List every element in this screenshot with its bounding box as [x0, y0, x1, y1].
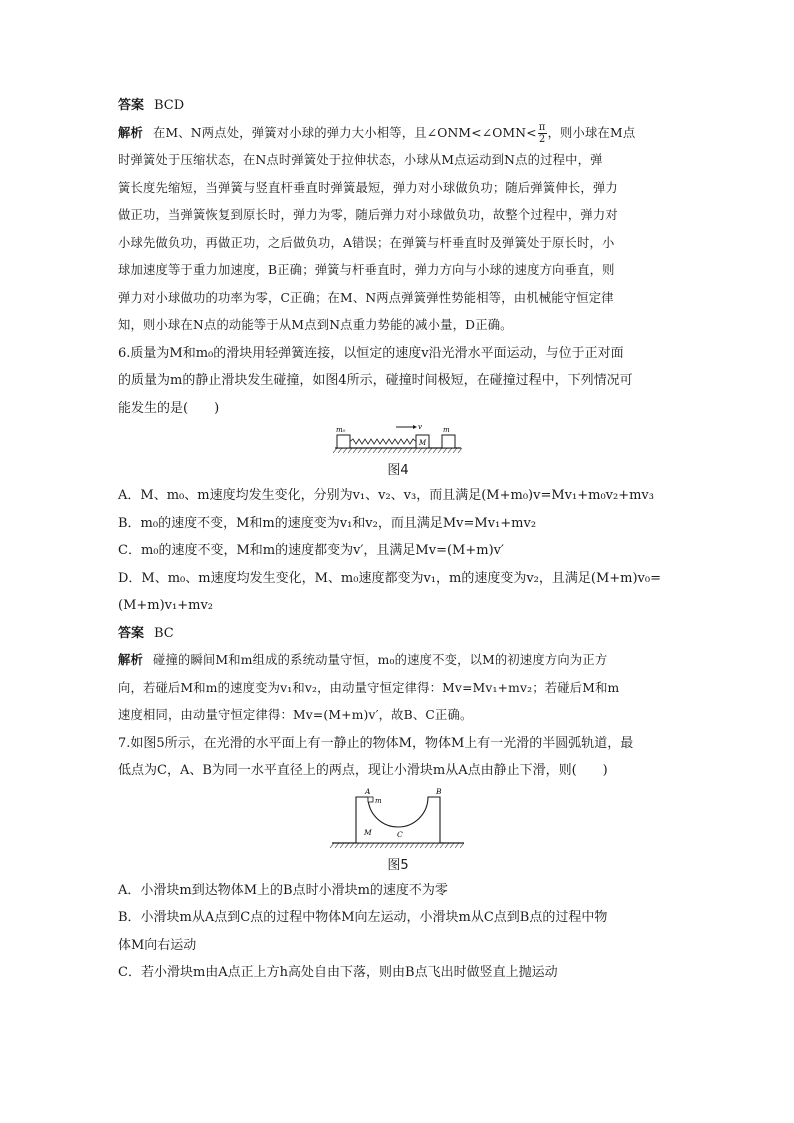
spring-blocks-diagram [333, 422, 463, 456]
fraction: $\frac{\pi}{2}$ [538, 121, 546, 145]
label-M: M [419, 439, 427, 447]
explanation-label: 解析 [118, 653, 143, 667]
q6-option-c: C．m₀的速度不变，M和m的速度都变为v′，且满足Mv=(M+m)v′ [118, 543, 504, 558]
q5-explanation-line: 时弹簧处于压缩状态，在N点时弹簧处于拉伸状态，小球从M点运动到N点的过程中，弹 [118, 153, 603, 167]
q5-explanation-line: 小球先做负功，再做正功，之后做负功，A错误；在弹簧与杆垂直时及弹簧处于原长时，小 [118, 235, 615, 250]
label-C: C [397, 829, 403, 839]
q6-option-d: D．M、m₀、m速度均发生变化，M、m₀速度都变为v₁，m的速度变为v₂，且满足(M+m)v₀= [118, 570, 662, 586]
q7-stem-line: 7.如图5所示，在光滑的水平面上有一静止的物体M，物体M上有一光滑的半圆弧轨道，最 [118, 735, 634, 751]
q5-answer [118, 92, 678, 120]
label-m: m [443, 426, 450, 434]
q6-option-d-cont: (M+m)v₁+mv₂ [118, 598, 214, 613]
q6-stem-line: 能发生的是( ) [118, 400, 220, 416]
q7-stem-line: 低点为C，A、B为同一水平直径上的两点，现让小滑块m从A点由静止下滑，则( ) [118, 763, 608, 778]
q6-stem-line: 的质量为m的静止滑块发生碰撞，如图4所示，碰撞时间极短，在碰撞过程中，下列情况可 [118, 373, 633, 388]
q7-option-a: A．小滑块m到达物体M上的B点时小滑块m的速度不为零 [118, 882, 448, 898]
q6-explanation-line: 速度相同，由动量守恒定律得：Mv=(M+m)v′，故B、C正确。 [118, 708, 473, 722]
label-A: A [365, 786, 371, 796]
semicircle-track-diagram [328, 785, 468, 851]
q6-explanation-line: 解析 碰撞的瞬间M和m组成的系统动量守恒，m₀的速度不变，以M的初速度方向为正方 [118, 653, 608, 667]
label-v: v [418, 423, 422, 431]
exam-page [118, 92, 678, 987]
label-m0: m₀ [336, 426, 346, 434]
figure-4 [118, 422, 678, 460]
label-M: M [364, 827, 372, 837]
block-m [442, 435, 455, 448]
q7-option-b: B．小滑块m从A点到C点的过程中物体M向左运动，小滑块m从C点到B点的过程中物 [118, 910, 608, 925]
figure-5-caption: 图5 [387, 857, 409, 873]
spring [350, 439, 416, 444]
q5-explanation-line: 知，则小球在N点的动能等于从M点到N点重力势能的减小量，D正确。 [118, 318, 513, 332]
q6-answer [118, 620, 678, 648]
q7-option-c: C．若小滑块m由A点正上方h高处自由下落，则由B点飞出时做竖直上抛运动 [118, 965, 558, 980]
q6-option-a: A．M、m₀、m速度均发生变化，分别为v₁、v₂、v₃，而且满足(M+m₀)v=Mv₁+m₀v₂+mv₃ [118, 488, 654, 503]
q5-explanation-line: 解析 在M、N两点处，弹簧对小球的弹力大小相等，且∠ONM<∠OMN< $\frac{\pi}{2}$ ，则小球在M点 [118, 121, 636, 145]
q6-option-b: B．m₀的速度不变，M和m的速度变为v₁和v₂，而且满足Mv=Mv₁+mv₂ [118, 515, 537, 531]
label-B: B [436, 786, 442, 796]
answer-label: 答案 [118, 98, 145, 113]
explanation-label: 解析 [118, 125, 143, 140]
q7-option-b-cont: 体M向右运动 [118, 937, 197, 953]
q5-explanation-line: 簧长度先缩短，当弹簧与竖直杆垂直时弹簧最短，弹力对小球做负功；随后弹簧伸长，弹力 [118, 180, 618, 195]
figure-4-caption: 图4 [387, 463, 409, 478]
label-m: m [375, 796, 382, 805]
q5-explanation-line: 做正功，当弹簧恢复到原长时，弹力为零，随后弹力对小球做负功，故整个过程中，弹力对 [118, 208, 618, 222]
figure-5 [118, 785, 678, 855]
block-m0 [337, 435, 350, 448]
answer-label: 答案 [118, 625, 145, 641]
q6-stem-line: 6.质量为M和m₀的滑块用轻弹簧连接，以恒定的速度v沿光滑水平面运动，与位于正对面 [118, 345, 624, 361]
q5-explanation-line: 球加速度等于重力加速度，B正确；弹簧与杆垂直时，弹力方向与小球的速度方向垂直，则 [118, 263, 615, 277]
answer-value: BCD [154, 98, 185, 113]
slider-m [368, 797, 373, 802]
answer-value: BC [154, 625, 174, 641]
q5-explanation-line: 弹力对小球做功的功率为零，C正确；在M、N两点弹簧弹性势能相等，由机械能守恒定律 [118, 290, 614, 305]
q6-explanation-line: 向，若碰后M和m的速度变为v₁和v₂，由动量守恒定律得：Mv=Mv₁+mv₂；若碰后M和m [118, 680, 620, 695]
